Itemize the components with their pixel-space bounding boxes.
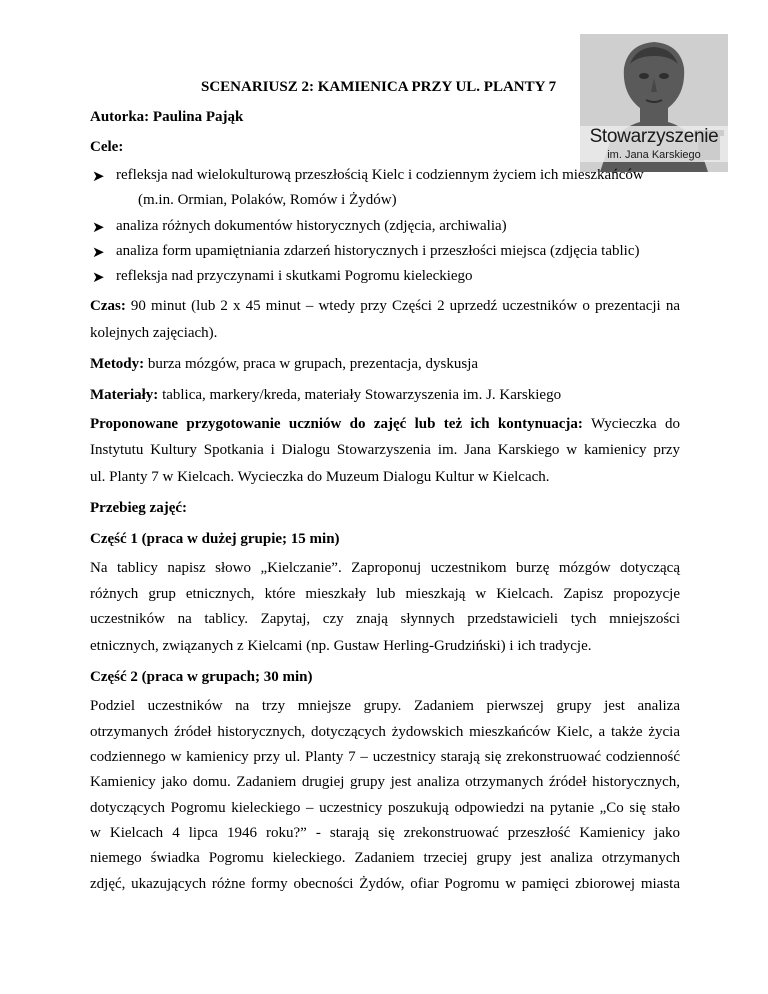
part1-line: różnych grup etnicznych, które mieszkały lub mieszkają w Kielcach. Zapisz propozycje xyxy=(90,586,680,602)
logo-name: Stowarzyszenie xyxy=(580,126,728,148)
goals-label: Cele: xyxy=(90,139,124,155)
part2-heading: Część 2 (praca w grupach; 30 min) xyxy=(90,669,313,685)
prep-label: Proponowane przygotowanie uczniów do zajęć lub też ich kontynuacja: xyxy=(90,416,583,432)
part2-line: dotyczących Pogromu kieleckiego – uczestnicy poszukują odpowiedzi na pytanie „Co się stało xyxy=(90,800,680,816)
logo-subtitle: im. Jana Karskiego xyxy=(580,148,728,162)
methods-text: burza mózgów, praca w grupach, prezentacja, dyskusja xyxy=(144,356,479,372)
part2-line: codziennego w kamienicy przy ul. Planty 7 – uczestnicy starają się zrekonstruować codzienność xyxy=(90,749,680,765)
part2-line: niemego świadka Pogromu kieleckiego. Zadaniem trzeciej grupy jest analiza otrzymanych xyxy=(90,850,680,866)
arrow-bullet-icon: ➤ xyxy=(92,245,105,261)
arrow-bullet-icon: ➤ xyxy=(92,270,105,286)
time-line xyxy=(90,298,680,315)
part2-line: Kamienicy jako domu. Zadaniem drugiej grupy jest analiza otrzymanych źródeł historycznych, xyxy=(90,774,680,790)
goal-item: analiza różnych dokumentów historycznych (zdjęcia, archiwalia) xyxy=(116,218,507,234)
materials-text: tablica, markery/kreda, materiały Stowarzyszenia im. J. Karskiego xyxy=(158,387,562,403)
part1-heading: Część 1 (praca w dużej grupie; 15 min) xyxy=(90,531,340,547)
part2-line: otrzymanych źródeł historycznych, dotyczących żydowskich mieszkańców Kielc, a także życia xyxy=(90,724,680,740)
prep-text: Wycieczka do xyxy=(582,416,680,432)
goal-item: refleksja nad wielokulturową przeszłością Kielc i codziennym życiem ich mieszkańców xyxy=(116,167,644,183)
time-line-2: kolejnych zajęciach). xyxy=(90,325,218,341)
arrow-bullet-icon: ➤ xyxy=(92,169,105,185)
materials-line xyxy=(90,385,561,405)
association-logo xyxy=(580,34,728,172)
prep-line-2: Instytutu Kultury Spotkania i Dialogu Stowarzyszenia im. Jana Karskiego w kamienicy przy xyxy=(90,442,680,458)
part1-line: etnicznych, związanych z Kielcami (np. Gustaw Herling-Grudziński) i ich tradycje. xyxy=(90,638,592,654)
prep-line-3: ul. Planty 7 w Kielcach. Wycieczka do Muzeum Dialogu Kultur w Kielcach. xyxy=(90,469,550,485)
part2-line: w Kielcach 4 lipca 1946 roku?” - starają się zrekonstruować przeszłość Kamienicy jako xyxy=(90,825,680,841)
logo-text xyxy=(580,126,728,162)
author-line: Autorka: Paulina Pająk xyxy=(90,109,244,125)
prep-line-1 xyxy=(90,416,680,433)
goal-item-continuation: (m.in. Ormian, Polaków, Romów i Żydów) xyxy=(138,192,397,208)
goal-item: analiza form upamiętniania zdarzeń historycznych i przeszłości miejsca (zdjęcia tablic) xyxy=(116,243,640,259)
methods-label: Metody: xyxy=(90,356,145,372)
part1-line: uczestników na tablicy. Zapytaj, czy znają słynnych przedstawicieli tych mniejszości xyxy=(90,611,680,627)
materials-label: Materiały: xyxy=(90,387,159,403)
time-text: 90 minut (lub 2 x 45 minut – wtedy przy Części 2 uprzedź uczestników o prezentacji na xyxy=(125,298,680,314)
part1-line: Na tablicy napisz słowo „Kielczanie”. Zaproponuj uczestnikom burzę mózgów dotyczącą xyxy=(90,560,680,576)
arrow-bullet-icon: ➤ xyxy=(92,220,105,236)
course-label: Przebieg zajęć: xyxy=(90,500,188,516)
document-title: SCENARIUSZ 2: KAMIENICA PRZY UL. PLANTY 7 xyxy=(201,79,557,95)
methods-line xyxy=(90,354,478,374)
part2-line: Podziel uczestników na trzy mniejsze grupy. Zadaniem pierwszej grupy jest analiza xyxy=(90,698,680,714)
part2-line: zdjęć, ukazujących różne formy obecności Żydów, ofiar Pogromu w pamięci zbiorowej miasta xyxy=(90,876,680,892)
goal-item: refleksja nad przyczynami i skutkami Pogromu kieleckiego xyxy=(116,268,473,284)
time-label: Czas: xyxy=(90,298,126,314)
